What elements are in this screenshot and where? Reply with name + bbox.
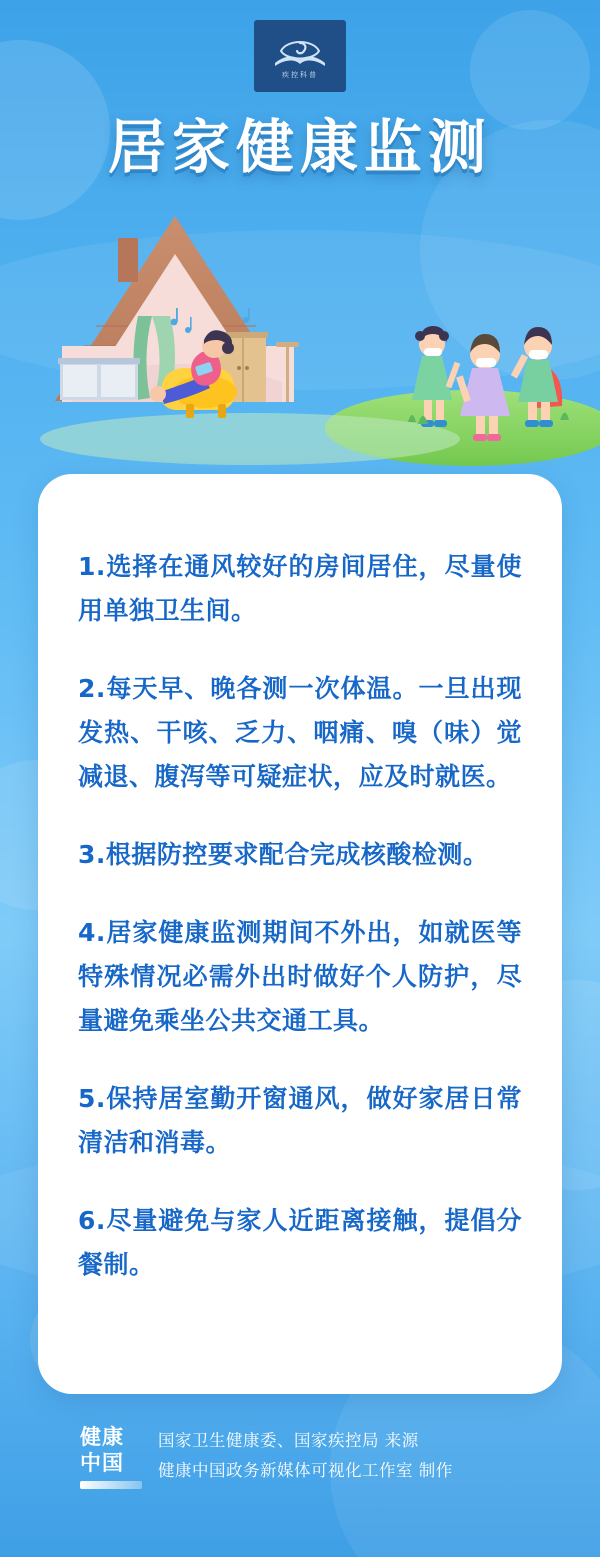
page-title: 居家健康监测 xyxy=(107,113,492,181)
eye-book-icon xyxy=(271,33,329,69)
list-item: 2.每天早、晚各测一次体温。一旦出现发热、干咳、乏力、咽痛、嗅（味）觉减退、腹泻等可疑症状，应及时就医。 xyxy=(78,674,522,791)
logo-badge xyxy=(254,20,346,92)
brand-line-1: 健康 xyxy=(80,1425,124,1449)
list-item: 4.居家健康监测期间不外出，如就医等特殊情况必需外出时做好个人防护，尽量避免乘坐公共交通工具。 xyxy=(78,918,522,1035)
footer-credits xyxy=(158,1426,453,1486)
healthy-china-logo-text xyxy=(80,1424,142,1476)
logo-caption: 疾控科普 xyxy=(282,72,318,79)
list-item: 1.选择在通风较好的房间居住，尽量使用单独卫生间。 xyxy=(78,552,522,625)
content-card xyxy=(38,474,562,1394)
logo-underline xyxy=(80,1481,142,1489)
producer-line: 健康中国政务新媒体可视化工作室 制作 xyxy=(158,1461,453,1480)
footer xyxy=(0,1420,600,1530)
healthy-china-logo xyxy=(80,1424,142,1486)
list-item: 3.根据防控要求配合完成核酸检测。 xyxy=(78,840,489,869)
home-health-monitoring-illustration xyxy=(0,196,600,466)
brand-line-2: 中国 xyxy=(80,1451,124,1475)
list-item: 5.保持居室勤开窗通风，做好家居日常清洁和消毒。 xyxy=(78,1084,522,1157)
list-item: 6.尽量避免与家人近距离接触，提倡分餐制。 xyxy=(78,1206,522,1279)
source-line: 国家卫生健康委、国家疾控局 来源 xyxy=(158,1431,419,1450)
